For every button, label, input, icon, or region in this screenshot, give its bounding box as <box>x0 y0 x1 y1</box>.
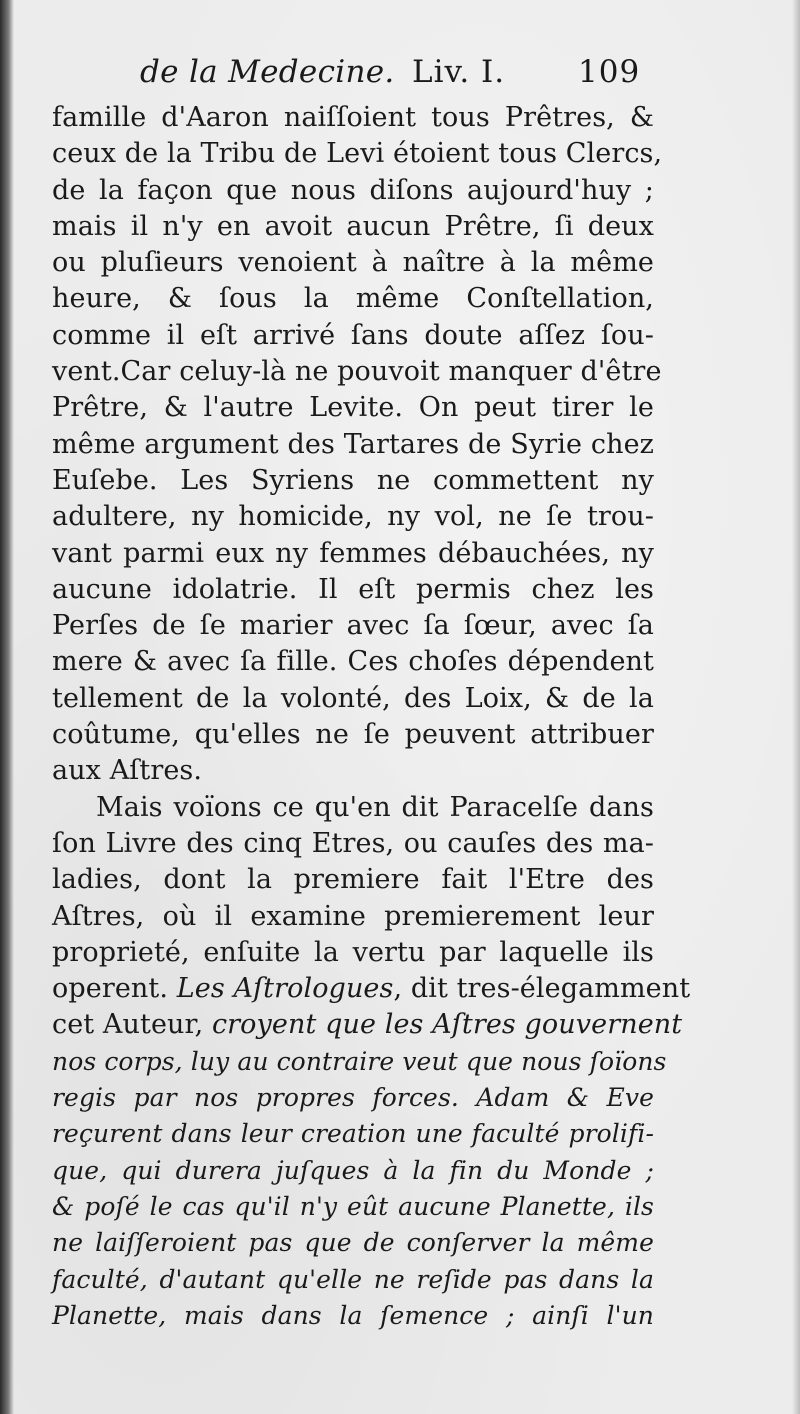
text-line-mixed <box>52 971 691 1007</box>
text-line: ſon Livre des cinq Etres, ou cauſes des ma- <box>52 827 654 859</box>
text-line: coûtume, qu'elles ne ſe peuvent attribuer <box>52 719 654 751</box>
italic-line: Planette, mais dans la ſemence ; ainſi l'un <box>52 1300 654 1330</box>
text-run: , dit tres-élegamment <box>393 973 691 1005</box>
text-line: Euſebe. Les Syriens ne commettent ny <box>52 464 654 496</box>
italic-line: ne laiſſeroient pas que de conſerver la même <box>52 1228 654 1258</box>
italic-line: & poſé le cas qu'il n'y eût aucune Planette, ils <box>52 1191 654 1221</box>
italic-line: que, qui durera juſques à la fin du Monde ; <box>52 1155 654 1185</box>
text-line: vant parmi eux ny femmes débauchées, ny <box>52 537 654 569</box>
text-line: de la façon que nous diſons aujourd'huy ; <box>52 174 654 206</box>
text-line: mais il n'y en avoit aucun Prêtre, ſi deux <box>52 210 654 242</box>
running-head <box>140 52 660 92</box>
page-edge <box>792 0 800 1414</box>
italic-run: Les Aſtrologues <box>176 973 394 1005</box>
text-line: ladies, dont la premiere fait l'Etre des <box>52 864 654 896</box>
text-line: comme il eſt arrivé ſans doute aſſez ſou- <box>52 319 654 351</box>
italic-line: reçurent dans leur creation une faculté prolifi- <box>52 1119 654 1149</box>
text-line: ou pluſieurs venoient à naître à la même <box>52 247 654 279</box>
text-line: aucune idolatrie. Il eſt permis chez les <box>52 573 654 605</box>
text-line: heure, & ſous la même Conſtellation, <box>52 283 654 315</box>
text-line: aux Aſtres. <box>52 755 203 787</box>
body-text <box>52 100 691 1334</box>
text-line: ceux de la Tribu de Levi étoient tous Clercs, <box>52 138 663 170</box>
paragraph-start-line: Mais voïons ce qu'en dit Paracelſe dans <box>96 791 654 823</box>
italic-line: nos corps, luy au contraire veut que nous ſoïons <box>52 1046 667 1076</box>
text-line: Aſtres, où il examine premierement leur <box>52 900 654 932</box>
binding-shadow <box>0 0 14 1414</box>
text-line: mere & avec ſa fille. Ces choſes dépendent <box>52 646 654 678</box>
text-line: Perſes de ſe marier avec ſa ſœur, avec ſa <box>52 610 654 642</box>
running-head-title: de la Medecine. <box>140 54 395 90</box>
text-run: operent. <box>52 973 169 1005</box>
text-line: tellement de la volonté, des Loix, & de la <box>52 682 654 714</box>
page-number: 109 <box>578 54 641 90</box>
text-line: Prêtre, & l'autre Levite. On peut tirer le <box>52 392 654 424</box>
text-line: famille d'Aaron naiſſoient tous Prêtres, & <box>52 102 654 133</box>
text-run: cet Auteur, <box>52 1009 204 1041</box>
text-line: même argument des Tartares de Syrie chez <box>52 428 654 460</box>
italic-line: faculté, d'autant qu'elle ne reſide pas dans la <box>52 1264 654 1294</box>
text-line: vent.Car celuy-là ne pouvoit manquer d'être <box>52 356 662 388</box>
text-line-mixed <box>52 1007 683 1043</box>
italic-line: regis par nos propres forces. Adam & Eve <box>52 1083 654 1113</box>
text-line: adultere, ny homicide, ny vol, ne ſe trou- <box>52 501 654 533</box>
text-line: proprieté, enſuite la vertu par laquelle ils <box>52 936 654 968</box>
running-head-book: Liv. I. <box>412 54 506 90</box>
italic-run: croyent que les Aſtres gouvernent <box>211 1009 683 1041</box>
